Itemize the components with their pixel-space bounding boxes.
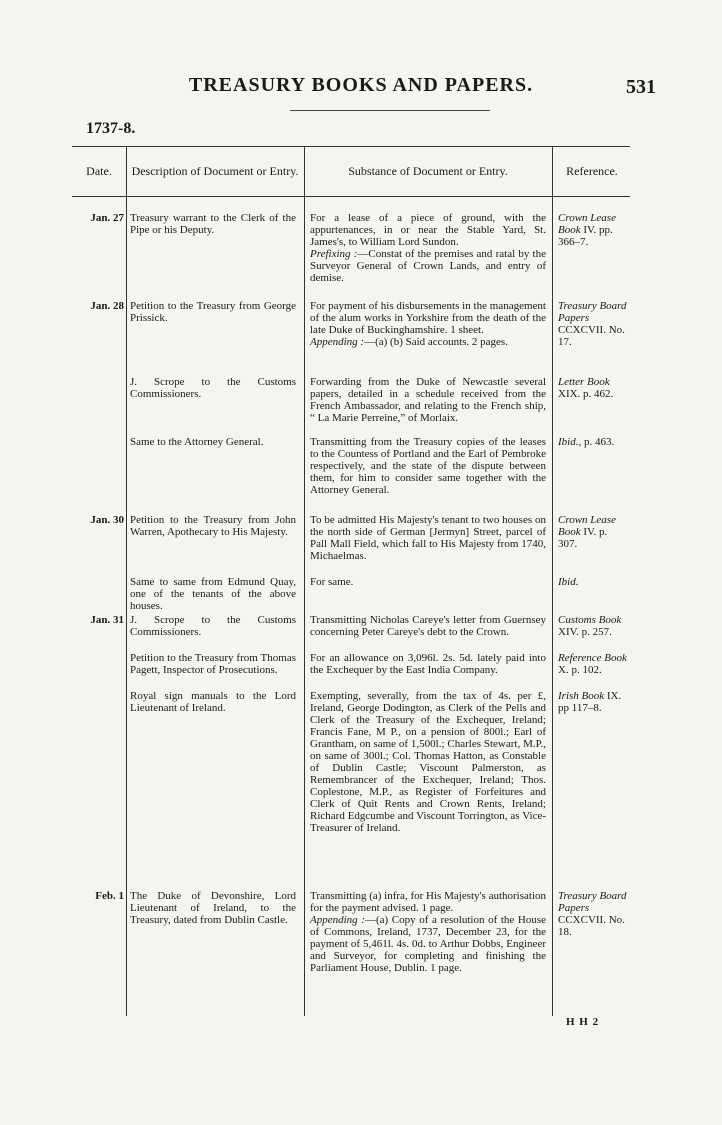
row-substance xyxy=(310,890,546,974)
reference-book: Ibid. xyxy=(558,576,579,588)
note-text: —Constat of the premises and ratal by the Surveyor General of Crown Lands, and entry of demise. xyxy=(310,248,546,284)
reference-volume: IV. p. 307. xyxy=(558,526,608,550)
reference-book: Customs Book xyxy=(558,614,622,626)
column-header-reference: Reference. xyxy=(566,163,618,178)
row-reference xyxy=(558,652,628,676)
row-description: J. Scrope to the Customs Commissioners. xyxy=(130,376,296,400)
reference-volume: IX. pp 117–8. xyxy=(558,690,622,714)
reference-volume: XIV. p. 257. xyxy=(558,626,612,638)
substance-text: For a lease of a piece of ground, with the appurtenances, in or near the Stable Yard, St. James's, to William Lord Sundon. xyxy=(310,212,546,248)
row-description: Same to same from Edmund Quay, one of the tenants of the above houses. xyxy=(130,576,296,612)
row-description: Petition to the Treasury from Thomas Pagett, Inspector of Prosecutions. xyxy=(130,652,296,676)
row-description: J. Scrope to the Customs Commissioners. xyxy=(130,614,296,638)
signature-mark: H H 2 xyxy=(566,1016,600,1028)
row-description: Treasury warrant to the Clerk of the Pipe or his Deputy. xyxy=(130,212,296,236)
row-substance: Forwarding from the Duke of Newcastle several papers, detailed in a schedule received from the French Ambassador, and relating to the French ship, “ La Marie Perreine,” of Morlaix. xyxy=(310,376,546,424)
row-description: Petition to the Treasury from George Prissick. xyxy=(130,300,296,324)
calendar-table xyxy=(72,146,630,1016)
reference-book: Letter Book xyxy=(558,376,610,388)
note-label: Appending : xyxy=(310,914,365,926)
row-reference xyxy=(558,436,628,448)
running-title: TREASURY BOOKS AND PAPERS. xyxy=(188,74,534,96)
row-date: Jan. 30 xyxy=(90,514,124,526)
reference-volume: IV. pp. 366–7. xyxy=(558,224,613,248)
row-substance: To be admitted His Majesty's tenant to two houses on the north side of German [Jermyn] Street, parcel of Pall Mall Field, which fall to His Majesty from 1740, Michaelmas. xyxy=(310,514,546,562)
row-reference xyxy=(558,212,628,248)
column-header-date: Date. xyxy=(86,163,112,178)
header-rule xyxy=(290,110,490,111)
row-date: Jan. 31 xyxy=(90,614,124,626)
reference-volume: p. 463. xyxy=(583,436,615,448)
row-reference xyxy=(558,514,628,550)
row-substance: For an allowance on 3,096l. 2s. 5d. lately paid into the Exchequer by the East India Company. xyxy=(310,652,546,676)
reference-volume: X. p. 102. xyxy=(558,664,602,676)
note-text: —(a) (b) Said accounts. 2 pages. xyxy=(364,336,508,348)
row-reference xyxy=(558,300,628,348)
row-substance: For same. xyxy=(310,576,354,588)
year-label: 1737-8. xyxy=(86,120,136,137)
reference-book: Reference Book xyxy=(558,652,627,664)
column-rule xyxy=(126,146,127,1016)
row-reference xyxy=(558,614,628,638)
substance-text: Transmitting (a) infra, for His Majesty's authorisation for the payment advised. 1 page. xyxy=(310,890,546,914)
note-label: Prefixing : xyxy=(310,248,358,260)
row-substance: Transmitting from the Treasury copies of the leases to the Countess of Portland and the Earl of Pembroke respectively, and the state of the dispute between them, for him to consider same together with the Attorney General. xyxy=(310,436,546,496)
row-reference xyxy=(558,890,628,938)
row-date: Jan. 27 xyxy=(90,212,124,224)
row-description: Petition to the Treasury from John Warren, Apothecary to His Majesty. xyxy=(130,514,296,538)
reference-book: Treasury Board Papers xyxy=(558,300,627,324)
row-description: Same to the Attorney General. xyxy=(130,436,264,448)
reference-book: Ibid., xyxy=(558,436,582,448)
row-date: Jan. 28 xyxy=(90,300,124,312)
column-rule xyxy=(552,146,553,1016)
row-substance: Exempting, severally, from the tax of 4s. per £, Ireland, George Dodington, as Clerk of the Pells and Clerk of the Treasury of the Exchequer, Ireland; Francis Fane, M P., on a pension of 800l.; Earl of Grantham, on same of 1,500l.; Charles Stewart, M.P., on same of 300l.; Col. Thomas Hatton, as Constable of Dublin Castle; Viscount Palmerston, as Remembrancer of the Exchequer, Ireland; Thos. Coplestone, M.P., as Register of Forfeitures and Clerk of Quit Rents and Crown Rents, Ireland; Richard Edgcumbe and Viscount Torrington, as Vice-Treasurer of Ireland. xyxy=(310,690,546,834)
row-reference xyxy=(558,576,628,588)
row-reference xyxy=(558,376,628,400)
row-description: The Duke of Devonshire, Lord Lieutenant of Ireland, to the Treasury, dated from Dublin Castle. xyxy=(130,890,296,926)
row-substance xyxy=(310,212,546,284)
column-header-description: Description of Document or Entry. xyxy=(131,163,299,178)
row-date: Feb. 1 xyxy=(95,890,124,902)
row-reference xyxy=(558,690,628,714)
reference-book: Treasury Board Papers xyxy=(558,890,627,914)
reference-book: Irish Book xyxy=(558,690,605,702)
row-substance: Transmitting Nicholas Careye's letter from Guernsey concerning Peter Careye's debt to the Crown. xyxy=(310,614,546,638)
page-header xyxy=(0,74,722,104)
table-header-rule xyxy=(72,196,630,197)
note-text: —(a) Copy of a resolution of the House of Commons, Ireland, 1737, December 23, for the payment of 5,461l. 4s. 0d. to Arthur Dobbs, Engineer and Surveyor, for completing and finishing the Parliament House, Dublin. 1 page. xyxy=(310,914,546,974)
row-description: Royal sign manuals to the Lord Lieutenant of Ireland. xyxy=(130,690,296,714)
row-substance xyxy=(310,300,546,348)
reference-volume: XIX. p. 462. xyxy=(558,388,614,400)
page-number: 531 xyxy=(626,76,656,98)
substance-text: For payment of his disbursements in the management of the alum works in Yorkshire from the death of the late Duke of Buckinghamshire. 1 sheet. xyxy=(310,300,546,336)
note-label: Appending : xyxy=(310,336,365,348)
reference-volume: CCXCVII. No. 18. xyxy=(558,914,625,938)
reference-book: Crown Lease Book xyxy=(558,514,616,538)
column-rule xyxy=(304,146,305,1016)
reference-volume: CCXCVII. No. 17. xyxy=(558,324,625,348)
reference-book: Crown Lease Book xyxy=(558,212,616,236)
column-header-substance: Substance of Document or Entry. xyxy=(348,163,508,178)
